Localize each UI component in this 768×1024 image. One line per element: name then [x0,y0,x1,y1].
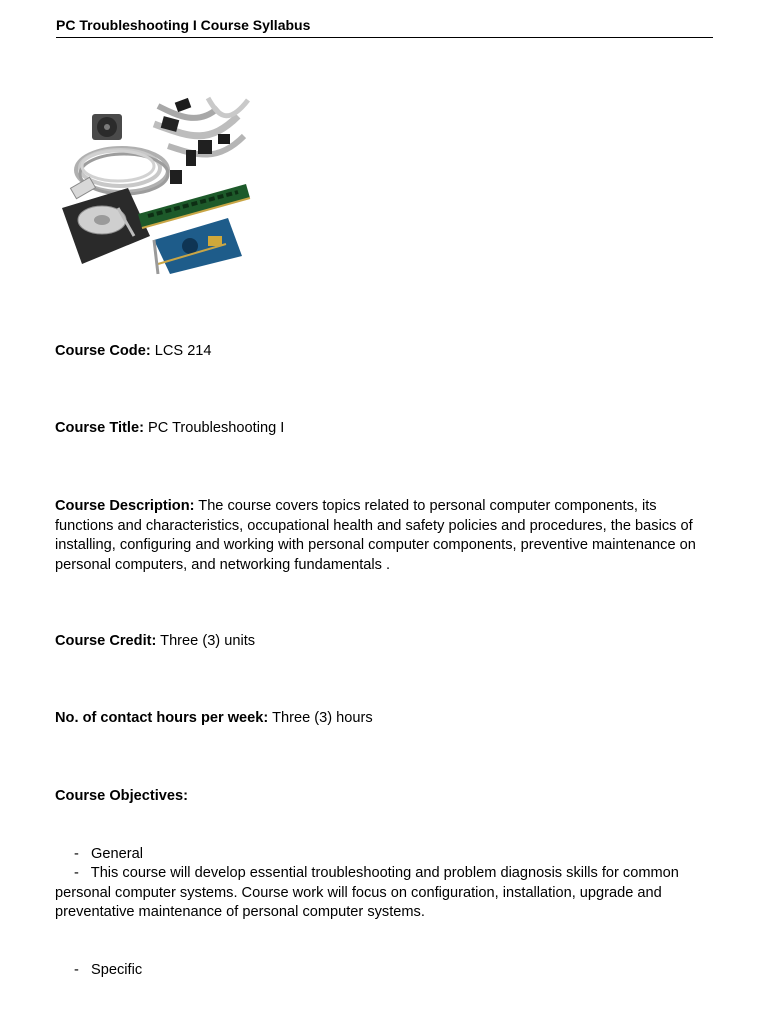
contact-hours-field [55,709,715,729]
course-title-value: PC Troubleshooting I [148,420,285,436]
pc-hardware-components-image [58,96,254,276]
course-code-field [55,342,715,362]
course-credit-label: Course Credit: [55,633,157,649]
course-credit-field [55,632,715,652]
specific-bullet [74,961,142,981]
specific-label: Specific [91,962,143,978]
page-header: PC Troubleshooting I Course Syllabus [56,17,713,38]
general-objective-text [55,864,715,923]
general-text: This course will develop essential troubleshooting and problem diagnosis skills for common personal computer systems. Course work will focus on configuration, installation, upgrade and preventative maintenance of personal computer systems. [55,865,679,920]
course-objectives-label: Course Objectives: [55,788,189,804]
course-description-field [55,497,715,575]
course-description-value: The course covers topics related to personal computer components, its functions and characteristics, occupational health and safety policies and procedures, the basics of installing, configuring and working with personal computer components, preventive maintenance on personal computers, and networking fundamentals . [55,498,696,573]
course-description-label: Course Description: [55,498,195,514]
course-objectives-heading [55,787,715,807]
general-label: General [91,846,143,862]
specific-dash: - [74,962,79,978]
course-credit-value: Three (3) units [160,633,256,649]
course-title-field [55,419,715,439]
general-bullet [74,845,143,865]
contact-hours-value: Three (3) hours [272,710,373,726]
course-code-label: Course Code: [55,343,151,359]
course-code-value: LCS 214 [154,343,212,359]
course-title-label: Course Title: [55,420,144,436]
general-dash: - [74,846,79,862]
contact-hours-label: No. of contact hours per week: [55,710,269,726]
general-text-dash: - [74,865,79,881]
